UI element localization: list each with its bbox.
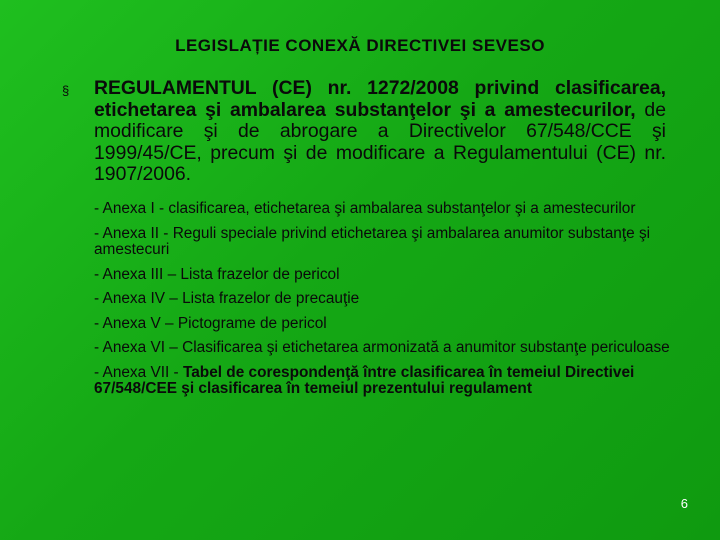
- annex-vii-title: Tabel de corespondenţă între clasificarea în temeiul Directivei 67/548/CEE şi clasificarea în temeiul prezentului regulament: [94, 363, 635, 397]
- annex-vii-prefix: - Anexa VII -: [94, 363, 183, 381]
- annex-item: - Anexa II - Reguli speciale privind etichetarea şi ambalarea anumitor substanţe şi amestecuri: [94, 224, 651, 258]
- main-bullet: [62, 77, 666, 186]
- annex-item: - Anexa III – Lista frazelor de pericol: [94, 265, 340, 283]
- annex-item: - Anexa V – Pictograme de pericol: [94, 314, 327, 332]
- annex-item: - Anexa I - clasificarea, etichetarea şi ambalarea substanţelor şi a amestecurilor: [94, 200, 636, 217]
- annex-item-vii: [94, 365, 674, 398]
- page-number: 6: [680, 496, 688, 511]
- regulation-title: REGULAMENTUL (CE) nr. 1272/2008 privind clasificarea, etichetarea şi ambalarea substanţelor şi a amestecurilor,: [94, 77, 666, 121]
- slide-title: LEGISLAȚIE CONEXĂ DIRECTIVEI SEVESO: [175, 36, 545, 55]
- bullet-marker-icon: §: [62, 83, 70, 98]
- annex-list: [94, 201, 674, 406]
- annex-item: - Anexa IV – Lista frazelor de precauţie: [94, 290, 360, 307]
- regulation-text: [94, 78, 666, 186]
- annex-item: - Anexa VI – Clasificarea şi etichetarea armonizată a anumitor substanţe periculoase: [94, 339, 670, 356]
- regulation-description: de modificare şi de abrogare a Directivelor 67/548/CCE şi 1999/45/CE, precum şi de modificare a Regulamentului (CE) nr. 1907/2006.: [94, 98, 666, 185]
